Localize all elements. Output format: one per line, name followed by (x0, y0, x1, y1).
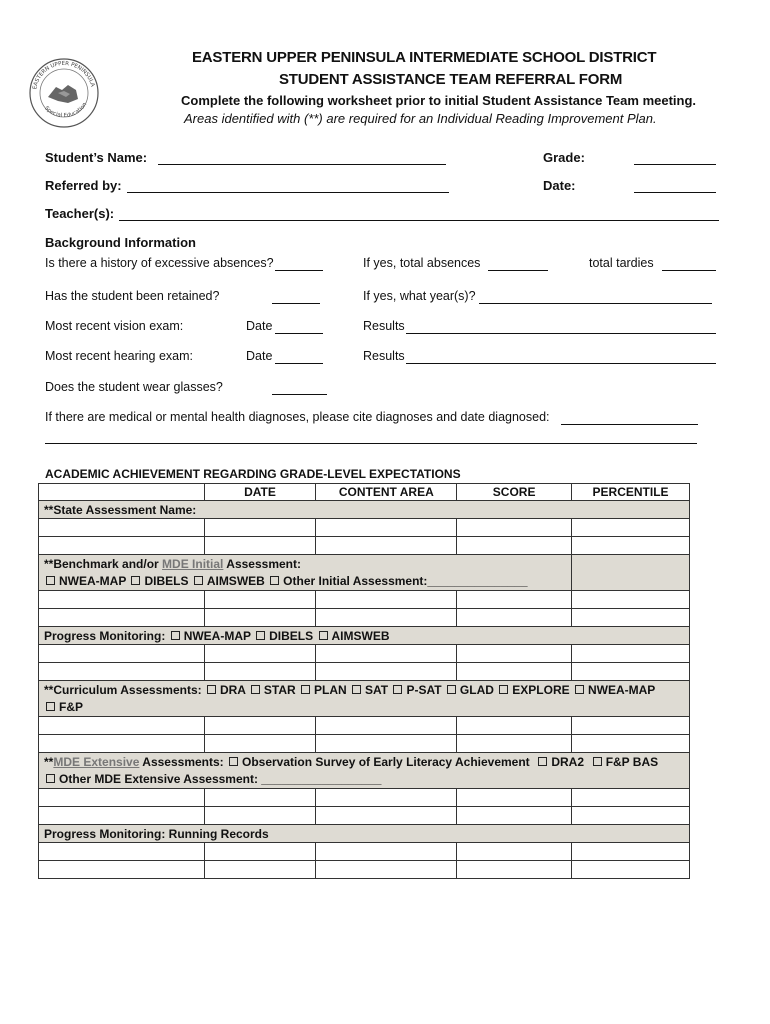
extensive-row (39, 753, 690, 789)
checkbox-sat[interactable] (352, 685, 361, 694)
student-name-field[interactable] (158, 164, 446, 165)
grade-label: Grade: (543, 150, 585, 165)
curriculum-row (39, 681, 690, 717)
hearing-exam-label: Most recent hearing exam: (45, 349, 193, 363)
state-assessment-label: **State Assessment Name: (39, 501, 690, 519)
teachers-label: Teacher(s): (45, 206, 115, 221)
diagnoses-question: If there are medical or mental health diagnoses, please cite diagnoses and date diagnosed: (45, 410, 550, 424)
absences-field[interactable] (275, 270, 323, 271)
total-tardies-label: total tardies (589, 256, 654, 270)
checkbox-nwea[interactable] (46, 576, 55, 585)
checkbox-psat[interactable] (393, 685, 402, 694)
table-row (39, 843, 690, 861)
form-title: STUDENT ASSISTANCE TEAM REFERRAL FORM (279, 71, 623, 88)
benchmark-row (39, 555, 690, 591)
table-row (39, 735, 690, 753)
hearing-date-label: Date (246, 349, 273, 363)
benchmark-cell: **Benchmark and/or MDE Initial Assessment: NWEA-MAP DIBELS AIMSWEB Other Initial Assessment:_______________ (39, 555, 572, 591)
table-row (39, 609, 690, 627)
checkbox-other-extensive[interactable] (46, 774, 55, 783)
required-note: Areas identified with (**) are required for an Individual Reading Improvement Plan. (184, 111, 657, 126)
academic-table (38, 483, 690, 879)
checkbox-plan[interactable] (301, 685, 310, 694)
checkbox-curr-nwea[interactable] (575, 685, 584, 694)
glasses-field[interactable] (272, 394, 327, 395)
progress-monitoring-row (39, 627, 690, 645)
table-row (39, 807, 690, 825)
vision-results-field[interactable] (406, 333, 716, 334)
checkbox-fp[interactable] (46, 702, 55, 711)
student-name-label: Student’s Name: (45, 150, 148, 165)
table-row (39, 537, 690, 555)
table-row (39, 717, 690, 735)
table-row (39, 663, 690, 681)
vision-date-field[interactable] (275, 333, 323, 334)
referred-by-label: Referred by: (45, 178, 122, 193)
instructions: Complete the following worksheet prior to initial Student Assistance Team meeting. (181, 93, 697, 108)
svg-text:Special Education: Special Education (43, 101, 89, 120)
col-content-area: CONTENT AREA (316, 484, 457, 501)
checkbox-dra[interactable] (207, 685, 216, 694)
total-absences-label: If yes, total absences (363, 256, 481, 270)
col-date: DATE (204, 484, 316, 501)
progress-monitoring-cell: Progress Monitoring: NWEA-MAP DIBELS AIMSWEB (39, 627, 690, 645)
academic-heading: ACADEMIC ACHIEVEMENT REGARDING GRADE-LEVEL EXPECTATIONS (45, 467, 461, 481)
vision-exam-label: Most recent vision exam: (45, 319, 184, 333)
mde-initial-link[interactable]: MDE Initial (162, 556, 224, 571)
grade-field[interactable] (634, 164, 716, 165)
checkbox-dibels[interactable] (131, 576, 140, 585)
checkbox-aimsweb[interactable] (194, 576, 203, 585)
total-absences-field[interactable] (488, 270, 548, 271)
table-row (39, 645, 690, 663)
diagnoses-field-line2[interactable] (45, 443, 697, 444)
glasses-question: Does the student wear glasses? (45, 380, 223, 394)
checkbox-other-initial[interactable] (270, 576, 279, 585)
running-records-row (39, 825, 690, 843)
referred-by-field[interactable] (127, 192, 449, 193)
diagnoses-field[interactable] (561, 424, 698, 425)
checkbox-explore[interactable] (499, 685, 508, 694)
checkbox-glad[interactable] (447, 685, 456, 694)
table-header-row (39, 484, 690, 501)
table-row (39, 519, 690, 537)
hearing-results-field[interactable] (406, 363, 716, 364)
col-score: SCORE (457, 484, 572, 501)
date-field[interactable] (634, 192, 716, 193)
hearing-results-label: Results (363, 349, 405, 363)
hearing-date-field[interactable] (275, 363, 323, 364)
running-records-label: Progress Monitoring: Running Records (39, 825, 690, 843)
checkbox-fp-bas[interactable] (593, 757, 602, 766)
background-heading: Background Information (45, 235, 196, 250)
retained-years-field[interactable] (479, 303, 712, 304)
date-label: Date: (543, 178, 576, 193)
vision-results-label: Results (363, 319, 405, 333)
checkbox-observation-survey[interactable] (229, 757, 238, 766)
vision-date-label: Date (246, 319, 273, 333)
curriculum-cell: **Curriculum Assessments: DRA STAR PLAN SAT P-SAT GLAD EXPLORE NWEA-MAP F&P (39, 681, 690, 717)
retained-years-label: If yes, what year(s)? (363, 289, 476, 303)
table-row (39, 861, 690, 879)
svg-text:EASTERN UPPER PENINSULA: EASTERN UPPER PENINSULA (32, 60, 96, 90)
retained-field[interactable] (272, 303, 320, 304)
mde-extensive-link[interactable]: MDE Extensive (53, 754, 140, 769)
checkbox-pm-nwea[interactable] (171, 631, 180, 640)
retained-question: Has the student been retained? (45, 289, 220, 303)
table-row (39, 591, 690, 609)
checkbox-star[interactable] (251, 685, 260, 694)
total-tardies-field[interactable] (662, 270, 716, 271)
district-seal-logo (28, 57, 100, 129)
checkbox-dra2[interactable] (538, 757, 547, 766)
absences-question: Is there a history of excessive absences? (45, 256, 274, 270)
checkbox-pm-aimsweb[interactable] (319, 631, 328, 640)
extensive-cell: **MDE Extensive Assessments: Observation Survey of Early Literacy Achievement DRA2 F&P BAS Other MDE Extensive Assessment: __________________ (39, 753, 690, 789)
checkbox-pm-dibels[interactable] (256, 631, 265, 640)
col-percentile: PERCENTILE (572, 484, 690, 501)
district-title: EASTERN UPPER PENINSULA INTERMEDIATE SCHOOL DISTRICT (192, 49, 657, 66)
table-row (39, 789, 690, 807)
teachers-field[interactable] (119, 220, 719, 221)
state-assessment-row (39, 501, 690, 519)
